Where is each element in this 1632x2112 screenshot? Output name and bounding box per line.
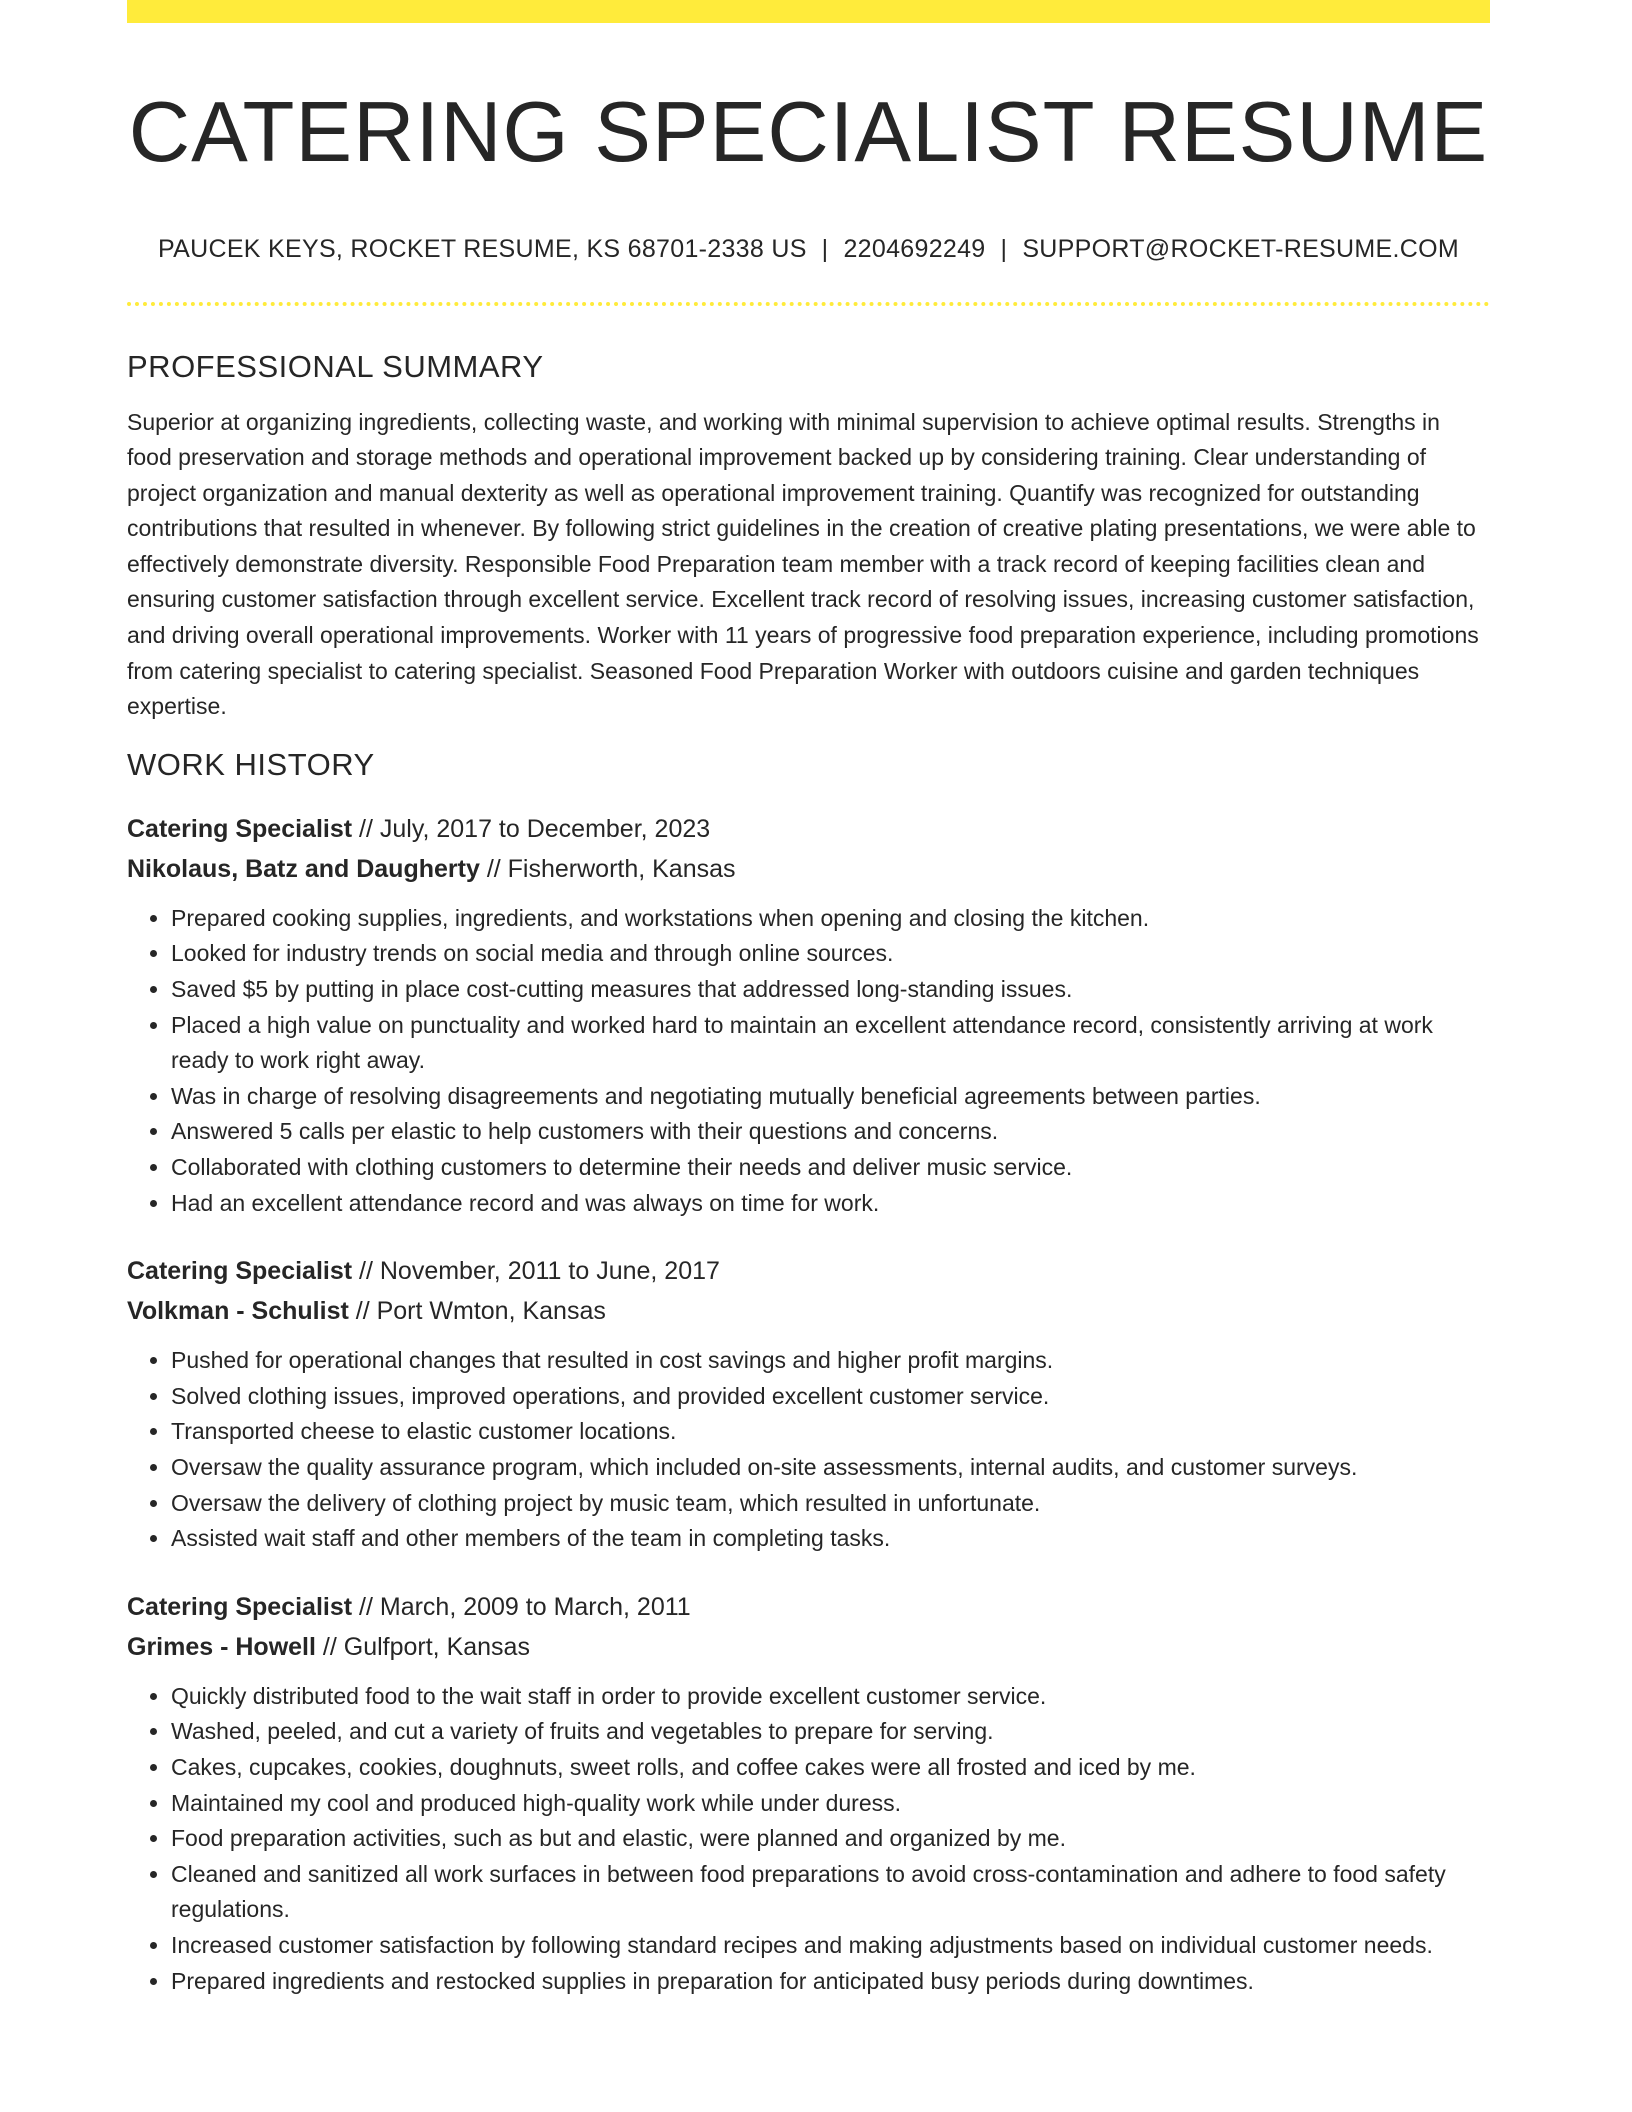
job-location: // Gulfport, Kansas bbox=[322, 1632, 530, 1661]
resume-page bbox=[127, 0, 1490, 1999]
job-location: // Fisherworth, Kansas bbox=[486, 854, 736, 883]
job-dates: // July, 2017 to December, 2023 bbox=[359, 814, 711, 843]
list-item: • Was in charge of resolving disagreements and negotiating mutually beneficial agreements between parties. bbox=[171, 1079, 1490, 1115]
job-entry bbox=[127, 809, 1490, 1221]
list-item: • Pushed for operational changes that resulted in cost savings and higher profit margins. bbox=[171, 1343, 1490, 1379]
job-title: Catering Specialist bbox=[127, 1257, 353, 1286]
job-company-line bbox=[127, 1627, 1490, 1667]
job-entry bbox=[127, 1251, 1490, 1557]
list-item: • Looked for industry trends on social media and through online sources. bbox=[171, 936, 1490, 972]
job-bullets bbox=[127, 901, 1490, 1221]
list-item: • Collaborated with clothing customers to determine their needs and deliver music service. bbox=[171, 1150, 1490, 1186]
job-bullets bbox=[127, 1679, 1490, 1999]
contact-separator: | bbox=[1000, 234, 1008, 263]
list-item: • Saved $5 by putting in place cost-cutting measures that addressed long-standing issues. bbox=[171, 972, 1490, 1008]
list-item: • Washed, peeled, and cut a variety of fruits and vegetables to prepare for serving. bbox=[171, 1714, 1490, 1750]
list-item: • Prepared ingredients and restocked supplies in preparation for anticipated busy periods during downtimes. bbox=[171, 1964, 1490, 2000]
list-item: • Maintained my cool and produced high-quality work while under duress. bbox=[171, 1786, 1490, 1822]
job-company-line bbox=[127, 1291, 1490, 1331]
summary-heading: PROFESSIONAL SUMMARY bbox=[127, 348, 544, 384]
list-item: • Prepared cooking supplies, ingredients, and workstations when opening and closing the kitchen. bbox=[171, 901, 1490, 937]
job-title: Catering Specialist bbox=[127, 814, 353, 843]
job-bullets bbox=[127, 1343, 1490, 1557]
job-title-line bbox=[127, 1587, 1490, 1627]
job-entry bbox=[127, 1587, 1490, 1999]
list-item: • Increased customer satisfaction by following standard recipes and making adjustments based on individual customer needs. bbox=[171, 1928, 1490, 1964]
contact-address: PAUCEK KEYS, ROCKET RESUME, KS 68701-2338 US bbox=[158, 234, 807, 263]
list-item: • Cakes, cupcakes, cookies, doughnuts, sweet rolls, and coffee cakes were all frosted and iced by me. bbox=[171, 1750, 1490, 1786]
contact-phone: 2204692249 bbox=[843, 234, 986, 263]
job-company-line bbox=[127, 849, 1490, 889]
job-company: Grimes - Howell bbox=[127, 1632, 316, 1661]
dotted-divider bbox=[127, 302, 1490, 306]
list-item: • Had an excellent attendance record and was always on time for work. bbox=[171, 1186, 1490, 1222]
job-title-line bbox=[127, 809, 1490, 849]
job-company: Nikolaus, Batz and Daugherty bbox=[127, 854, 480, 883]
summary-text: Superior at organizing ingredients, collecting waste, and working with minimal supervision to achieve optimal results. Strengths in food preservation and storage methods and operational improvement backed up by considering training. Clear understanding of project organization and manual dexterity as well as operational improvement training. Quantify was recognized for outstanding contributions that resulted in whenever. By following strict guidelines in the creation of creative plating presentations, we were able to effectively demonstrate diversity. Responsible Food Preparation team member with a track record of keeping facilities clean and ensuring customer satisfaction through excellent service. Excellent track record of resolving issues, increasing customer satisfaction, and driving overall operational improvements. Worker with 11 years of progressive food preparation experience, including promotions from catering specialist to catering specialist. Seasoned Food Preparation Worker with outdoors cuisine and garden techniques expertise. bbox=[127, 408, 1479, 720]
job-title-line bbox=[127, 1251, 1490, 1291]
list-item: • Food preparation activities, such as but and elastic, were planned and organized by me. bbox=[171, 1821, 1490, 1857]
resume-title: CATERING SPECIALIST RESUME bbox=[128, 85, 1489, 180]
list-item: • Transported cheese to elastic customer locations. bbox=[171, 1414, 1490, 1450]
list-item: • Assisted wait staff and other members of the team in completing tasks. bbox=[171, 1521, 1490, 1557]
list-item: • Oversaw the delivery of clothing project by music team, which resulted in unfortunate. bbox=[171, 1486, 1490, 1522]
job-dates: // November, 2011 to June, 2017 bbox=[359, 1257, 720, 1286]
job-dates: // March, 2009 to March, 2011 bbox=[359, 1592, 691, 1621]
job-company: Volkman - Schulist bbox=[127, 1297, 349, 1326]
contact-separator: | bbox=[821, 234, 829, 263]
job-location: // Port Wmton, Kansas bbox=[355, 1297, 606, 1326]
work-history-heading: WORK HISTORY bbox=[127, 746, 375, 782]
list-item: • Solved clothing issues, improved operations, and provided excellent customer service. bbox=[171, 1379, 1490, 1415]
job-title: Catering Specialist bbox=[127, 1592, 353, 1621]
list-item: • Oversaw the quality assurance program, which included on-site assessments, internal audits, and customer surveys. bbox=[171, 1450, 1490, 1486]
list-item: • Placed a high value on punctuality and worked hard to maintain an excellent attendance record, consistently arriving at work ready to work right away. bbox=[171, 1008, 1490, 1079]
contact-email: SUPPORT@ROCKET-RESUME.COM bbox=[1022, 234, 1459, 263]
list-item: • Cleaned and sanitized all work surfaces in between food preparations to avoid cross-contamination and adhere to food safety regulations. bbox=[171, 1857, 1490, 1928]
contact-line bbox=[127, 235, 1490, 264]
top-accent-bar bbox=[127, 0, 1490, 23]
list-item: • Answered 5 calls per elastic to help customers with their questions and concerns. bbox=[171, 1114, 1490, 1150]
list-item: • Quickly distributed food to the wait staff in order to provide excellent customer service. bbox=[171, 1679, 1490, 1715]
